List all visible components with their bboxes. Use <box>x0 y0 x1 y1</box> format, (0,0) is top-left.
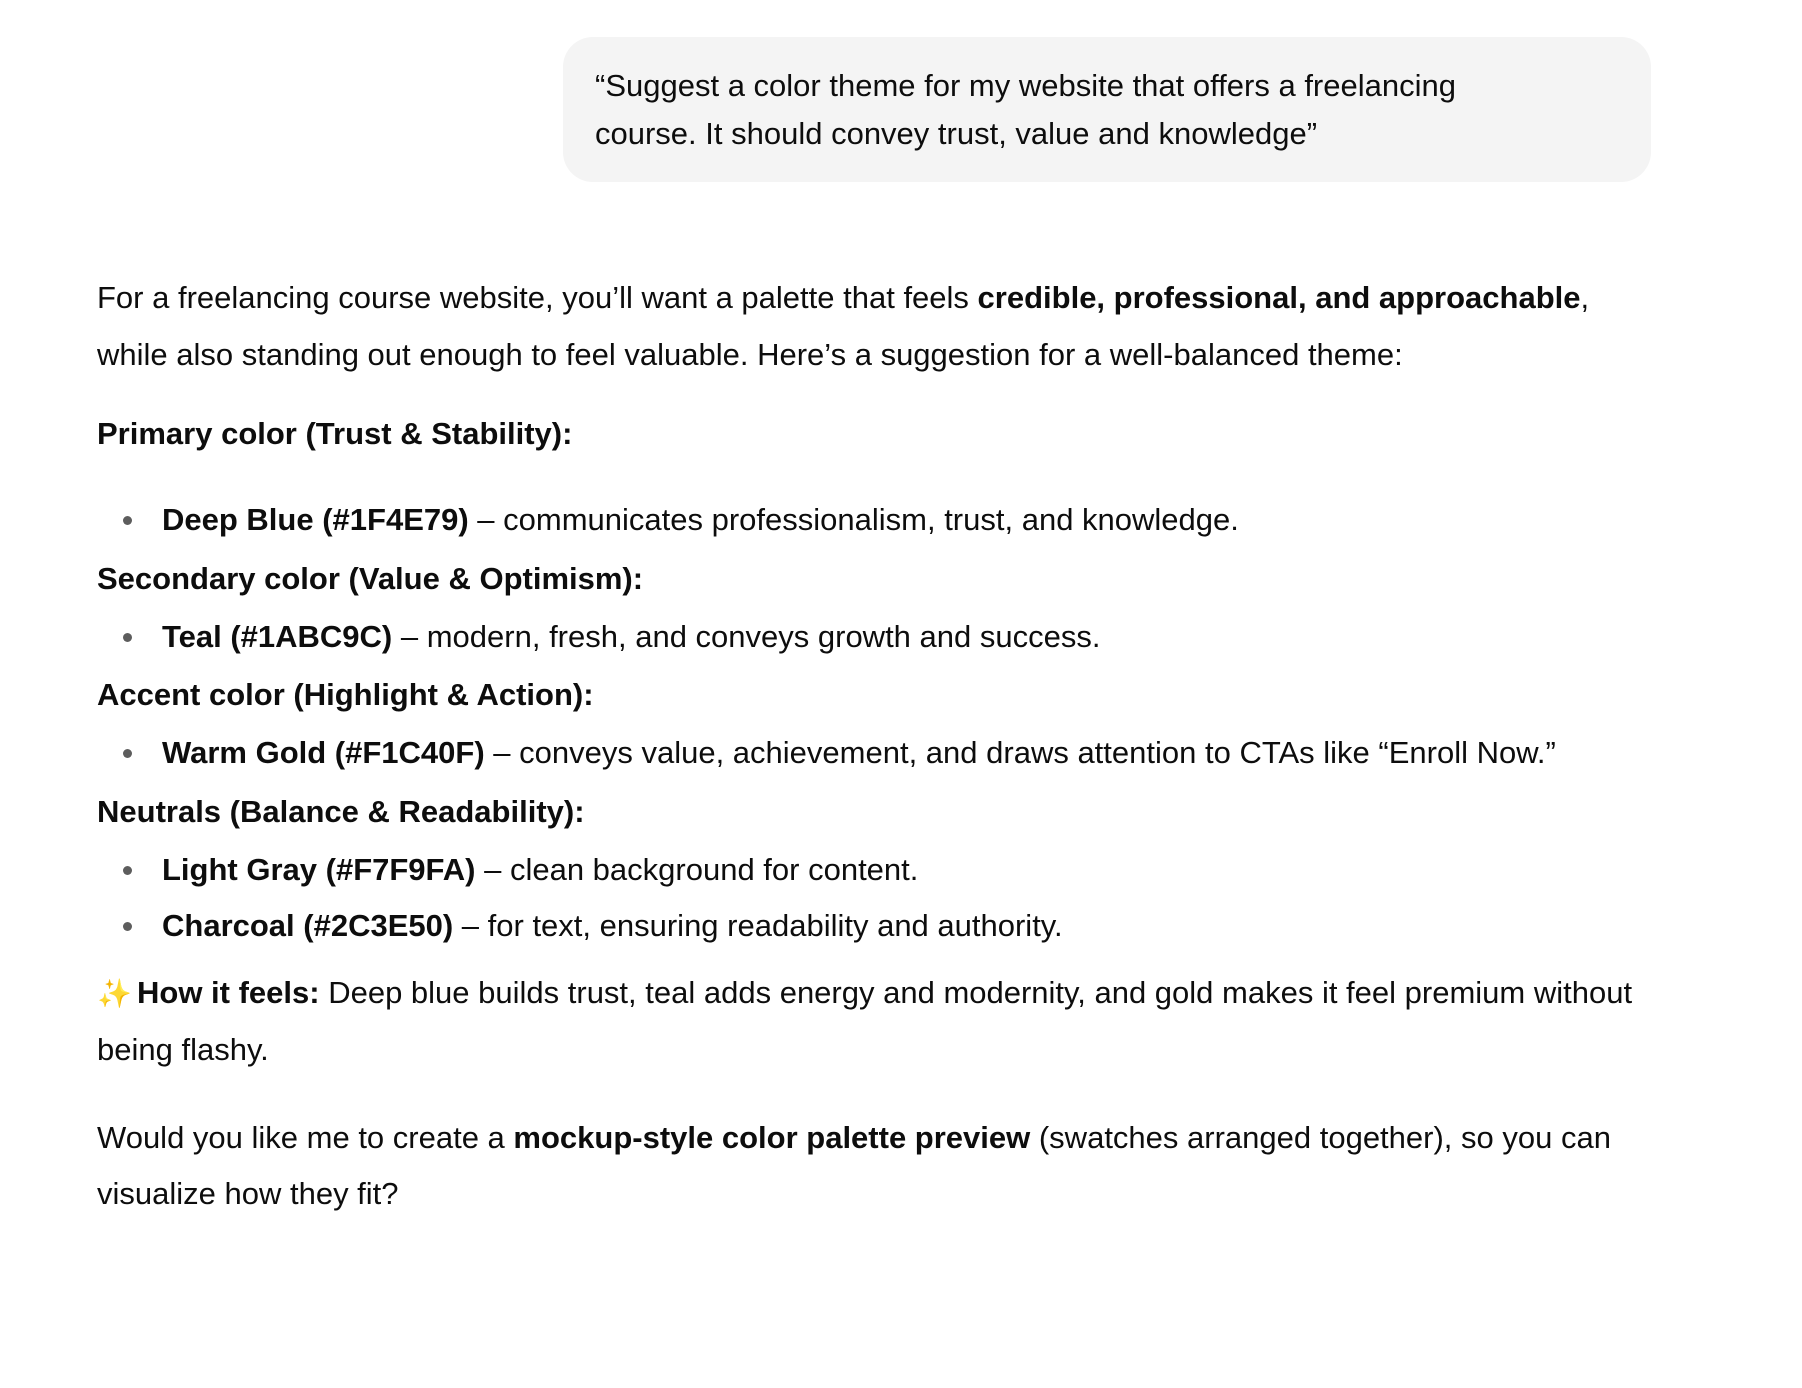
feels-text: Deep blue builds trust, teal adds energy and modernity, and gold makes it feel premium without being flashy. <box>97 974 1633 1067</box>
color-desc: – communicates professionalism, trust, and knowledge. <box>468 502 1239 537</box>
secondary-color-list <box>97 609 1657 666</box>
list-item <box>97 842 1657 899</box>
heading-accent-color: Accent color (Highlight & Action): <box>97 677 594 712</box>
neutrals-list <box>97 842 1657 955</box>
color-name: Warm Gold (#F1C40F) <box>162 735 485 770</box>
color-name: Teal (#1ABC9C) <box>162 618 393 654</box>
color-desc: – for text, ensuring readability and authority. <box>453 908 1063 943</box>
list-item <box>97 609 1657 666</box>
heading-neutrals: Neutrals (Balance & Readability): <box>97 793 585 829</box>
color-name: Light Gray (#F7F9FA) <box>162 851 476 887</box>
closing-paragraph <box>97 1110 1657 1223</box>
heading-secondary-color: Secondary color (Value & Optimism): <box>97 560 644 596</box>
color-name: Deep Blue (#1F4E79) <box>162 502 469 537</box>
bullet-icon <box>123 633 132 642</box>
color-desc: – clean background for content. <box>475 851 919 887</box>
feels-label: How it feels: <box>137 974 320 1010</box>
list-item <box>97 492 1657 549</box>
list-item <box>97 725 1657 782</box>
color-desc: – conveys value, achievement, and draws attention to CTAs like “Enroll Now.” <box>484 735 1556 770</box>
closing-bold: mockup-style color palette preview <box>513 1119 1031 1155</box>
user-message-bubble <box>563 37 1651 182</box>
bullet-icon <box>123 516 132 525</box>
intro-bold: credible, professional, and approachable <box>977 280 1581 315</box>
intro-paragraph <box>97 270 1657 383</box>
bullet-icon <box>123 866 132 875</box>
closing-text-end: (swatches arranged together), so you can visualize how they fit? <box>97 1119 1611 1211</box>
bullet-icon <box>123 749 132 758</box>
list-item <box>97 898 1657 955</box>
how-it-feels-paragraph <box>97 965 1657 1079</box>
intro-text-end: , while also standing out enough to feel valuable. Here’s a suggestion for a well-balanced theme: <box>97 280 1590 372</box>
user-message-line-2: course. It should convey trust, value and knowledge” <box>595 116 1318 151</box>
accent-color-list <box>97 725 1657 782</box>
heading-primary-color: Primary color (Trust & Stability): <box>97 416 573 451</box>
user-message-line-1: “Suggest a color theme for my website that offers a freelancing <box>595 68 1456 103</box>
intro-text: For a freelancing course website, you’ll want a palette that feels <box>97 280 978 315</box>
color-name: Charcoal (#2C3E50) <box>162 908 454 943</box>
primary-color-list <box>97 492 1657 549</box>
color-desc: – modern, fresh, and conveys growth and success. <box>392 618 1101 654</box>
closing-text: Would you like me to create a <box>97 1119 514 1155</box>
assistant-response <box>97 270 1657 1223</box>
sparkles-icon: ✨ <box>97 977 132 1009</box>
bullet-icon <box>123 922 132 931</box>
